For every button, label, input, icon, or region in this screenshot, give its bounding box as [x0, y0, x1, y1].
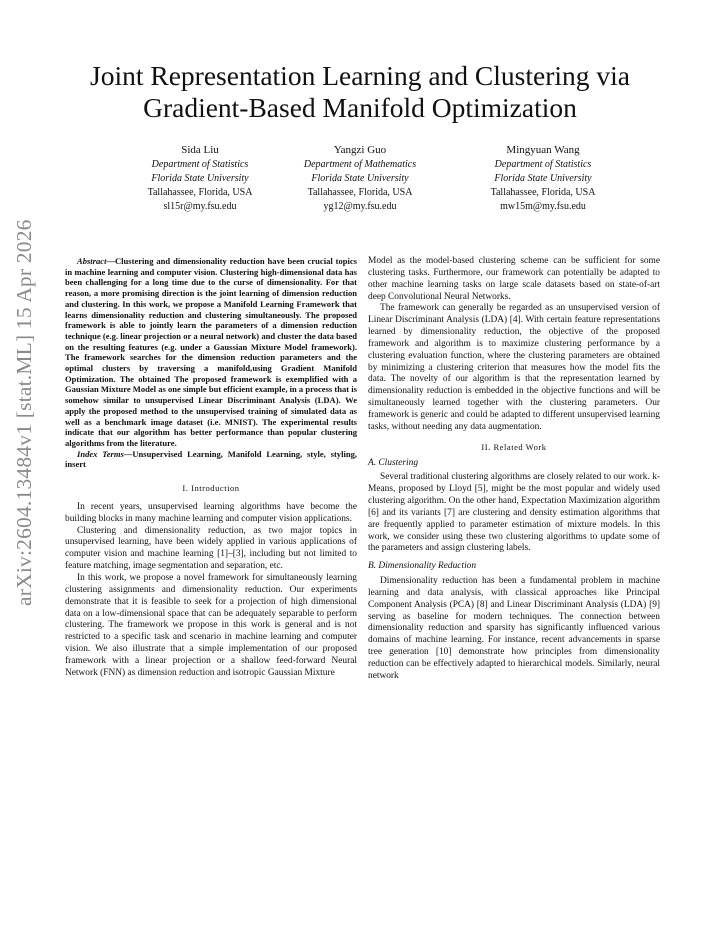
- author-location: Tallahassee, Florida, USA: [490, 187, 596, 198]
- author-name: Mingyuan Wang: [506, 144, 580, 156]
- author-university: Florida State University: [494, 173, 592, 184]
- left-column: [65, 256, 357, 680]
- author-location: Tallahassee, Florida, USA: [307, 187, 413, 198]
- index-terms-label: Index Terms: [77, 448, 124, 459]
- author-department: Department of Statistics: [494, 159, 592, 170]
- author-department: Department of Statistics: [151, 159, 249, 170]
- paragraph: Several traditional clustering algorithms are closely related to our work. k-Means, proposed by Lloyd [5], might be the most popular and widely used clustering algorithm. On the other hand, Expectation Maximization algorithm [6] and its variants [7] are clustering and density estimation algorithms that are frequently applied to parameter estimation of mixture models. In this work, we consider using these two clustering algorithms to update some of the parameters and assign clustering labels.: [368, 472, 660, 554]
- index-terms: [65, 449, 357, 470]
- index-terms-text: —Unsupervised Learning, Manifold Learning, style, styling, insert: [65, 448, 357, 470]
- paragraph: In recent years, unsupervised learning algorithms have become the building blocks in many machine learning and computer vision applications.: [65, 501, 357, 524]
- subsection-heading-dimensionality-reduction: B. Dimensionality Reduction: [368, 561, 477, 572]
- arxiv-identifier-stamp: arXiv:2604.13484v1 [stat.ML] 15 Apr 2026: [12, 219, 36, 606]
- paragraph: Model as the model-based clustering scheme can be sufficient for some clustering tasks. Furthermore, our framework can potentially be adapted to other machine learning tasks on large scale datasets based on state-of-art deep Convolutional Neural Networks.: [368, 256, 660, 302]
- author-email: sl15r@my.fsu.edu: [163, 201, 237, 212]
- author-name: Yangzi Guo: [333, 144, 387, 156]
- author-department: Department of Mathematics: [303, 159, 417, 170]
- abstract: [65, 256, 357, 449]
- author-university: Florida State University: [151, 173, 249, 184]
- author-name: Sida Liu: [181, 144, 219, 156]
- abstract-label: Abstract: [77, 256, 107, 266]
- paper-title: Joint Representation Learning and Clustering via Gradient-Based Manifold Optimization: [90, 60, 630, 123]
- author-email: yg12@my.fsu.edu: [323, 201, 397, 212]
- author-3: [443, 143, 643, 214]
- paragraph: Dimensionality reduction has been a fundamental problem in machine learning and data analysis, with classical approaches like Principal Component Analysis (PCA) [8] and Linear Discriminant Analysis (LDA) [9] serving as baseline for modern techniques. The connection between dimensionality reduction and sparsity has significantly influenced various domains of machine learning. For instance, recent advancements in sparse tree generation [10] demonstrate how principles from dimensionality reduction can be effectively adapted to hierarchical models. Similarly, neural network: [368, 576, 660, 681]
- section-heading-related-work: II. Related Work: [481, 441, 547, 452]
- author-email: mw15m@my.fsu.edu: [500, 201, 586, 212]
- subsection-heading-clustering: A. Clustering: [368, 457, 419, 468]
- paragraph: In this work, we propose a novel framework for simultaneously learning clustering assignments and dimensionality reduction. Our experiments demonstrate that it is feasible to seek for a projection of high dimensional data on a low-dimensional space that can be adequately separable to perform clustering. The framework we propose in this work is general and is not restricted to a specific task and scenario in machine learning and computer vision. We also illustrate that a simple implementation of our proposed framework with a linear projection or a shallow feed-forward Neural Network (FNN) as dimension reduction and isotropic Gaussian Mixture: [65, 572, 357, 678]
- paragraph: Clustering and dimensionality reduction, as two major topics in unsupervised learning, have been widely applied in various applications of computer vision and machine learning [1]–[3], including but not limited to feature matching, image segmentation and separation, etc.: [65, 525, 357, 572]
- author-university: Florida State University: [311, 173, 409, 184]
- section-heading-introduction: I. Introduction: [182, 483, 240, 494]
- abstract-text: —Clustering and dimensionality reduction have been crucial topics in machine learning and computer vision. Clustering high-dimensional data has been challenging for a long time due to the curse of dimensionality. For that reason, a more promising direction is the joint learning of dimension reduction and clustering. In this work, we propose a Manifold Learning Framework that learns dimensionality reduction and clustering simultaneously. The proposed framework is able to jointly learn the parameters of a dimension reduction technique (e.g. linear projection or a neural network) and cluster the data based on the resulting features (e.g. under a Gaussian Mixture Model framework). The framework searches for the dimension reduction parameters and the optimal clusters by traversing a manifold,using Gradient Manifold Optimization. The obtained The proposed framework is exemplified with a Gaussian Mixture Model as one simple but efficient example, in a process that is somehow similar to unsupervised Linear Discriminant Analysis (LDA). We apply the proposed method to the unsupervised training of simulated data as well as a benchmark image dataset (i.e. MNIST). The experimental results indicate that our algorithm has better performance than popular clustering algorithms from the literature.: [65, 256, 357, 448]
- author-2: [260, 143, 460, 214]
- paragraph: The framework can generally be regarded as an unsupervised version of Linear Discriminant Analysis (LDA) [4]. With certain feature representations learned by dimensionality reduction, the objective of the proposed framework and algorithm is to maximize clustering performance by a clustering evaluation function, where the clustering parameters are obtained by minimizing a clustering criterion that measures how the model fits the data. The novelty of our algorithm is that the representation learned by dimensionality reduction is embedded in the objective functions and will be simultaneously learned together with the clustering parameters. Our framework is generic and could be adapted to different unsupervised learning tasks, without needing any data augmentation.: [368, 303, 660, 432]
- author-location: Tallahassee, Florida, USA: [147, 187, 253, 198]
- right-column: [368, 256, 660, 683]
